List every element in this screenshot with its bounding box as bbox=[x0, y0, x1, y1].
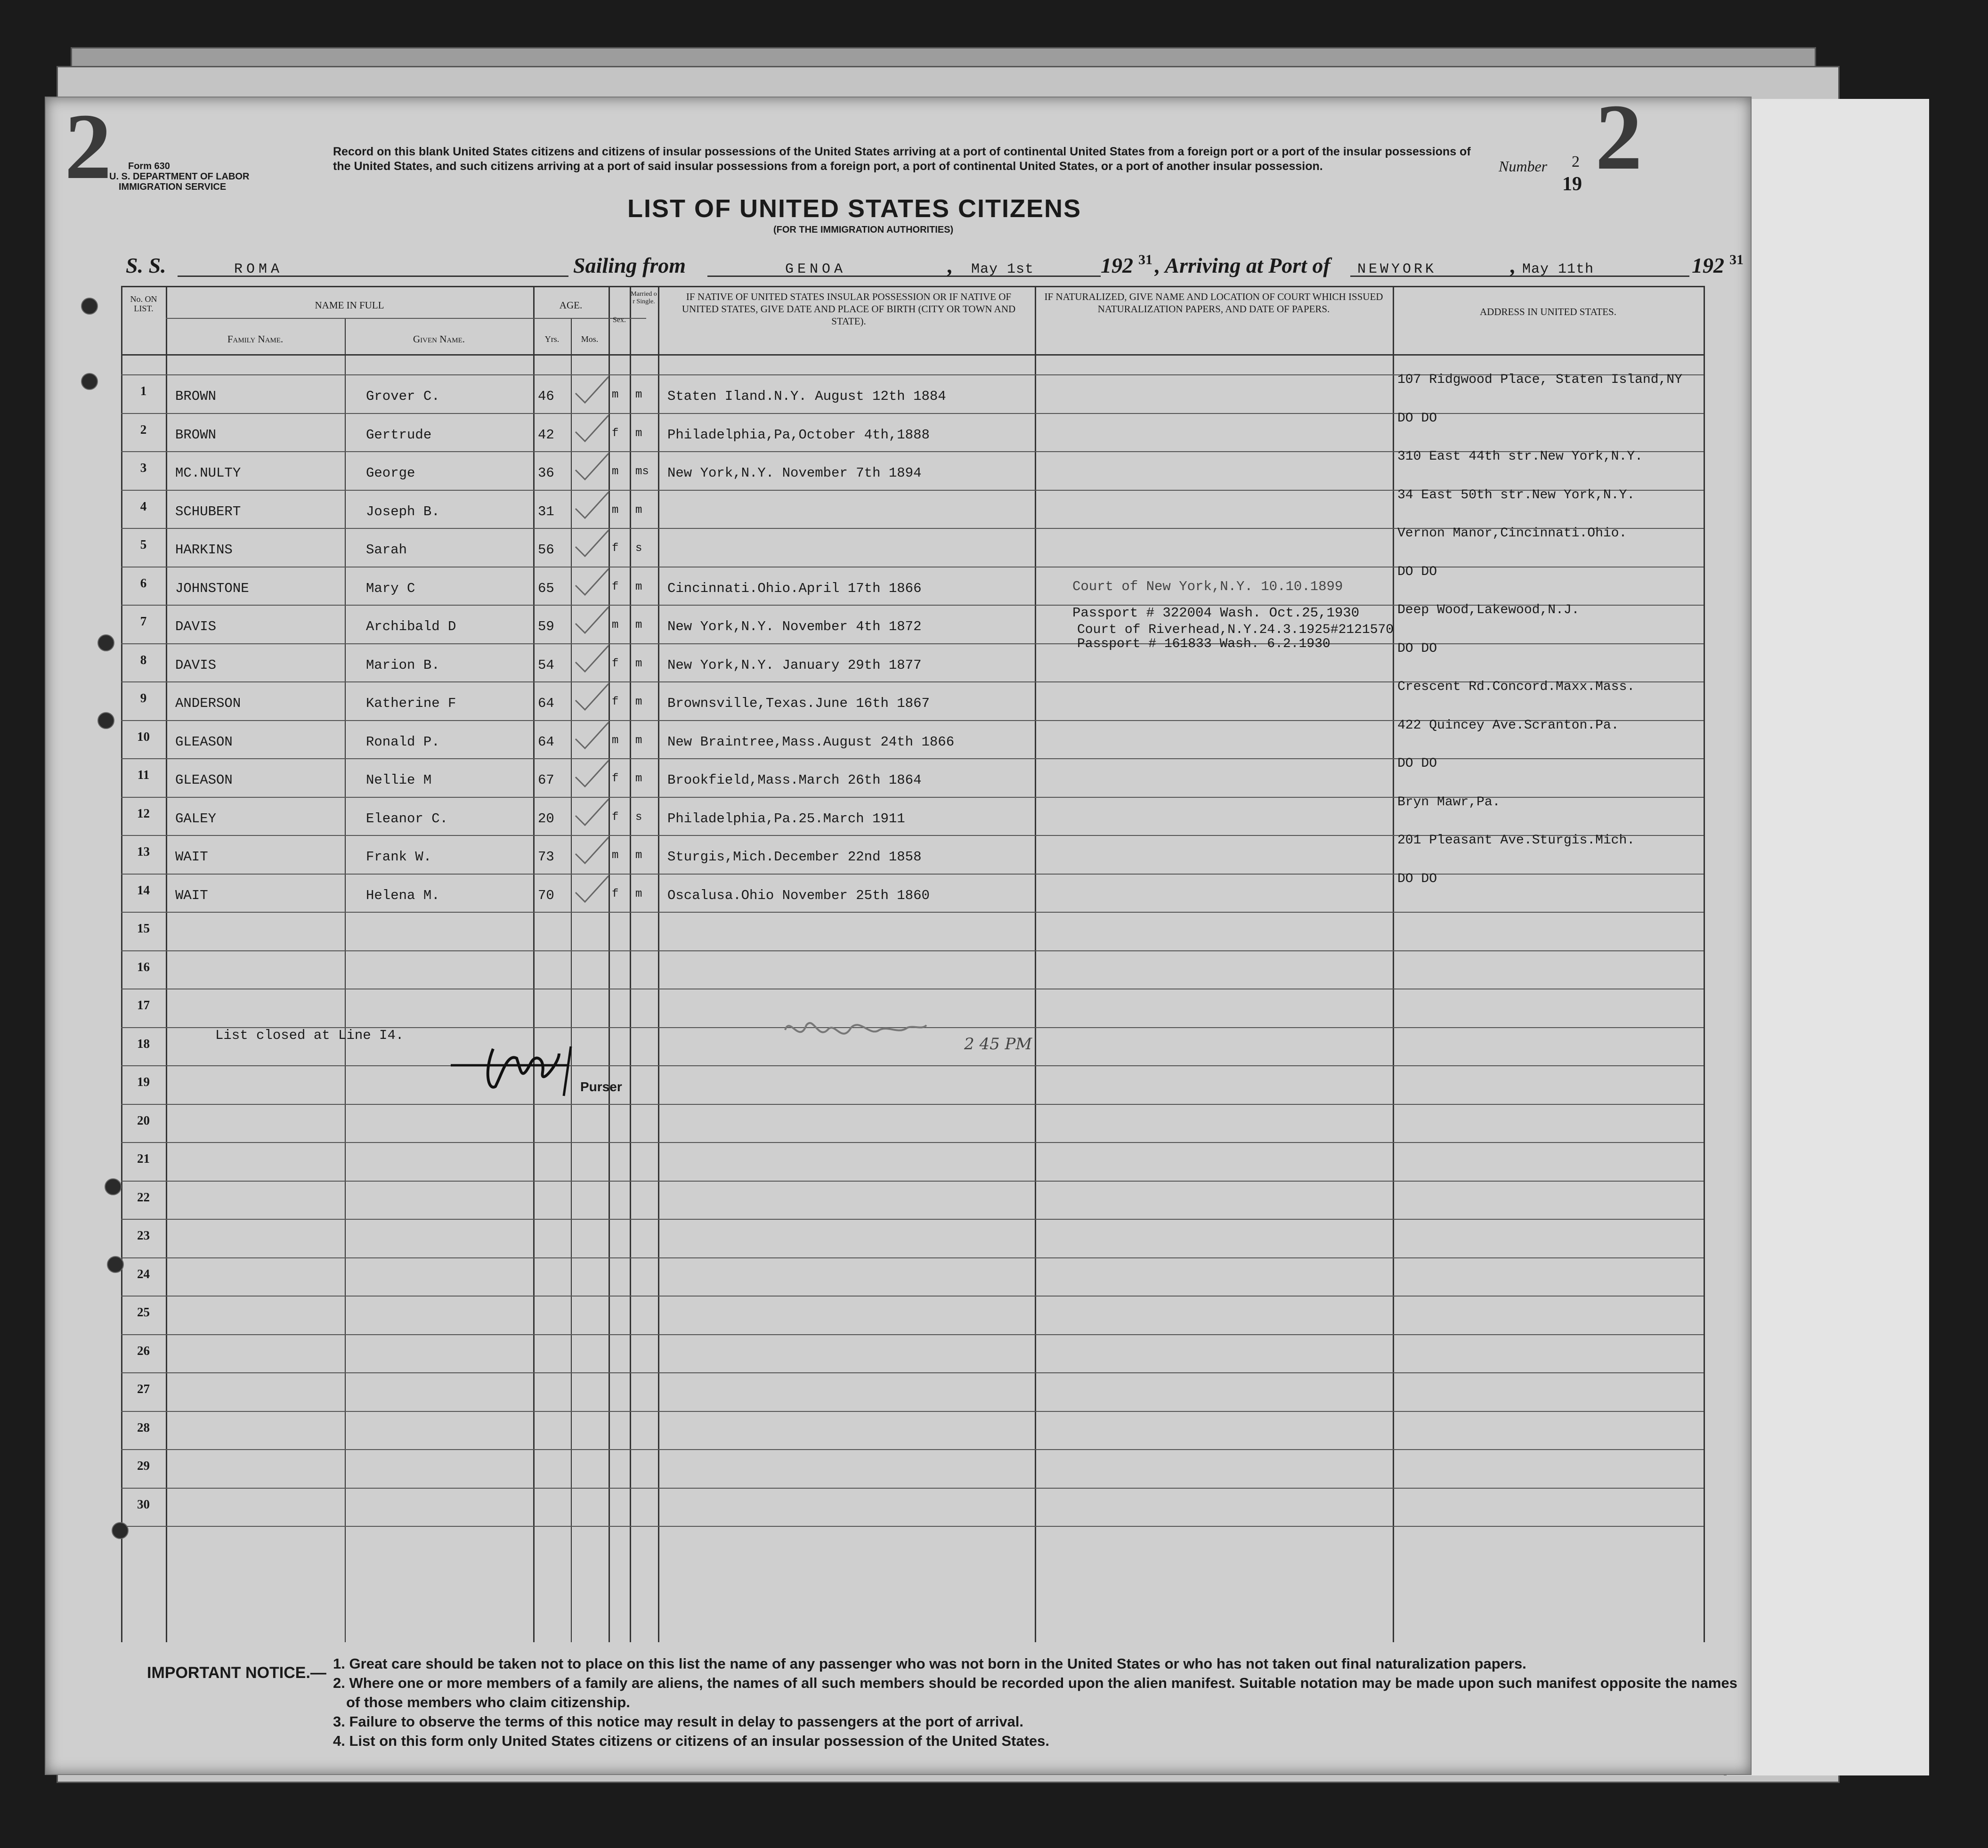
row-rule bbox=[121, 1181, 1704, 1182]
row-rule bbox=[121, 643, 1704, 644]
check-mark-icon bbox=[573, 643, 611, 676]
department-name: U. S. DEPARTMENT OF LABOR bbox=[109, 171, 250, 182]
row-rule bbox=[121, 413, 1704, 414]
header-family-name: Family Name. bbox=[227, 333, 284, 345]
header-yrs: Yrs. bbox=[544, 334, 560, 344]
check-mark-icon bbox=[573, 874, 611, 907]
age-years: 54 bbox=[538, 657, 554, 673]
row-number: 6 bbox=[140, 575, 147, 590]
row-rule bbox=[121, 874, 1704, 875]
row-rule bbox=[121, 1219, 1704, 1220]
marital-status: m bbox=[635, 887, 642, 900]
age-years: 56 bbox=[538, 542, 554, 558]
row-rule bbox=[121, 758, 1704, 759]
marital-status: m bbox=[635, 772, 642, 785]
birthplace: New York,N.Y. November 7th 1894 bbox=[667, 465, 922, 481]
given-name: Gertrude bbox=[366, 427, 432, 443]
form-number: Form 630 bbox=[128, 161, 170, 171]
sex: m bbox=[612, 503, 619, 517]
arriving-label: , Arriving at Port of bbox=[1155, 253, 1331, 277]
header-given-name: Given Name. bbox=[413, 333, 465, 345]
year-label-2: 192 bbox=[1692, 253, 1724, 277]
family-name: DAVIS bbox=[175, 619, 217, 634]
check-mark-icon bbox=[573, 797, 611, 830]
sex: f bbox=[612, 657, 619, 670]
row-number: 19 bbox=[137, 1075, 150, 1089]
header-mos: Mos. bbox=[581, 334, 599, 344]
col-line bbox=[571, 318, 572, 1642]
row-number: 12 bbox=[137, 806, 150, 820]
row-number: 23 bbox=[137, 1228, 150, 1242]
col-line bbox=[1704, 286, 1705, 1642]
number-value: 2 bbox=[1572, 153, 1580, 170]
check-mark-icon bbox=[573, 681, 611, 714]
birthplace: Oscalusa.Ohio November 25th 1860 bbox=[667, 887, 930, 903]
birthplace: New Braintree,Mass.August 24th 1866 bbox=[667, 734, 955, 750]
given-name: Ronald P. bbox=[366, 734, 440, 750]
given-name: Mary C bbox=[366, 580, 415, 596]
family-name: MC.NULTY bbox=[175, 465, 241, 481]
check-mark-icon bbox=[573, 413, 611, 446]
check-mark-icon bbox=[573, 720, 611, 753]
row-rule bbox=[121, 1142, 1704, 1143]
table-header-border bbox=[121, 354, 1704, 356]
address: Deep Wood,Lakewood,N.J. bbox=[1397, 603, 1580, 617]
address: 422 Quincey Ave.Scranton.Pa. bbox=[1397, 718, 1619, 733]
age-years: 73 bbox=[538, 849, 554, 865]
address: 201 Pleasant Ave.Sturgis.Mich. bbox=[1397, 833, 1635, 848]
punch-hole bbox=[81, 373, 98, 390]
check-mark-icon bbox=[573, 567, 611, 600]
header-age: AGE. bbox=[559, 300, 583, 311]
big-sheet-number-right: 2 bbox=[1595, 85, 1642, 189]
notice-item: 3. Failure to observe the terms of this notice may result in delay to passengers at the port of arrival. bbox=[333, 1713, 1024, 1730]
marital-status: m bbox=[635, 849, 642, 862]
row-rule bbox=[121, 1411, 1704, 1412]
address: DO DO bbox=[1397, 641, 1437, 656]
sailing-port: GENOA bbox=[785, 261, 847, 277]
row-rule bbox=[121, 1104, 1704, 1105]
row-number: 10 bbox=[137, 729, 150, 744]
age-years: 59 bbox=[538, 619, 554, 634]
row-number: 27 bbox=[137, 1382, 150, 1396]
family-name: BROWN bbox=[175, 389, 217, 404]
address: Bryn Mawr,Pa. bbox=[1397, 794, 1501, 810]
age-years: 46 bbox=[538, 389, 554, 404]
table-top-border bbox=[121, 286, 1704, 287]
row-number: 1 bbox=[140, 384, 147, 398]
header-sex: Sex. bbox=[613, 316, 626, 324]
row-number: 16 bbox=[137, 959, 150, 974]
row-number: 18 bbox=[137, 1036, 150, 1051]
row-number: 3 bbox=[140, 461, 147, 475]
birthplace: Brookfield,Mass.March 26th 1864 bbox=[667, 772, 922, 788]
check-mark-icon bbox=[573, 835, 611, 868]
address: DO DO bbox=[1397, 411, 1437, 426]
row-rule bbox=[121, 1334, 1704, 1335]
address: DO DO bbox=[1397, 756, 1437, 771]
birthplace: Philadelphia,Pa,October 4th,1888 bbox=[667, 427, 930, 443]
address: 310 East 44th str.New York,N.Y. bbox=[1397, 449, 1643, 464]
age-years: 65 bbox=[538, 580, 554, 596]
age-years: 67 bbox=[538, 772, 554, 788]
header-naturalized: IF NATURALIZED, GIVE NAME AND LOCATION OF COURT WHICH ISSUED NATURALIZATION PAPERS, AND DATE OF PAPERS. bbox=[1044, 291, 1383, 315]
family-name: GLEASON bbox=[175, 772, 233, 788]
header-no: No. ON LIST. bbox=[130, 294, 157, 313]
row-rule bbox=[121, 1257, 1704, 1258]
given-name: Frank W. bbox=[366, 849, 432, 865]
adjacent-sheet-edge bbox=[1724, 99, 1929, 1775]
family-name: GALEY bbox=[175, 811, 217, 827]
check-mark-icon bbox=[573, 528, 611, 561]
marital-status: m bbox=[635, 619, 642, 632]
sex: f bbox=[612, 580, 619, 593]
sex: f bbox=[612, 427, 619, 440]
sex: m bbox=[612, 465, 619, 478]
header-address: ADDRESS IN UNITED STATES. bbox=[1480, 306, 1616, 317]
notice-items bbox=[333, 1654, 1746, 1751]
check-mark-icon bbox=[573, 374, 611, 407]
marital-status: s bbox=[635, 811, 642, 824]
sailing-date: May 1st bbox=[971, 261, 1034, 277]
row-rule bbox=[121, 1526, 1704, 1527]
family-name: ANDERSON bbox=[175, 696, 241, 711]
row-number: 17 bbox=[137, 998, 150, 1012]
check-mark-icon bbox=[573, 490, 611, 523]
row-rule bbox=[121, 1372, 1704, 1373]
punch-hole bbox=[97, 712, 114, 729]
row-number: 20 bbox=[137, 1113, 150, 1127]
manifest-sheet bbox=[45, 85, 1752, 1775]
row-number: 14 bbox=[137, 883, 150, 897]
row-number: 25 bbox=[137, 1305, 150, 1319]
marital-status: m bbox=[635, 657, 642, 670]
date-underline bbox=[959, 276, 1101, 277]
given-name: Marion B. bbox=[366, 657, 440, 673]
row-number: 5 bbox=[140, 537, 147, 551]
marital-status: m bbox=[635, 427, 642, 440]
row-number: 21 bbox=[137, 1151, 150, 1166]
given-name: Helena M. bbox=[366, 887, 440, 903]
age-years: 42 bbox=[538, 427, 554, 443]
age-years: 20 bbox=[538, 811, 554, 827]
row-number: 30 bbox=[137, 1497, 150, 1511]
address: Crescent Rd.Concord.Maxx.Mass. bbox=[1397, 680, 1635, 694]
punch-hole bbox=[105, 1178, 122, 1195]
row-number: 29 bbox=[137, 1459, 150, 1473]
ship-name: ROMA bbox=[234, 261, 284, 277]
header-married-single: Married or Single. bbox=[631, 291, 657, 305]
big-sheet-number-left: 2 bbox=[65, 95, 112, 199]
given-name: Joseph B. bbox=[366, 503, 440, 519]
number-19: 19 bbox=[1562, 173, 1582, 195]
ss-label: S. S. bbox=[126, 253, 166, 277]
birthplace: Staten Iland.N.Y. August 12th 1884 bbox=[667, 389, 946, 404]
row-rule bbox=[121, 1065, 1704, 1066]
row-rule bbox=[121, 1296, 1704, 1297]
given-name: Sarah bbox=[366, 542, 407, 558]
sex: f bbox=[612, 772, 619, 785]
age-years: 36 bbox=[538, 465, 554, 481]
marital-status: s bbox=[635, 542, 642, 555]
nat-note-4: Passport # 161833 Wash. 6.2.1930 bbox=[1077, 637, 1331, 651]
birthplace: Philadelphia,Pa.25.March 1911 bbox=[667, 811, 905, 827]
age-years: 70 bbox=[538, 887, 554, 903]
comma-2: , bbox=[1510, 253, 1516, 277]
purser-signature bbox=[451, 1044, 583, 1101]
service-name: IMMIGRATION SERVICE bbox=[119, 182, 227, 192]
address: Vernon Manor,Cincinnati.Ohio. bbox=[1397, 526, 1627, 541]
row-number: 4 bbox=[140, 499, 147, 513]
header-name-in-full: NAME IN FULL bbox=[315, 300, 384, 311]
family-name: DAVIS bbox=[175, 657, 217, 673]
nat-note-1: Court of New York,N.Y. 10.10.1899 bbox=[1072, 579, 1343, 594]
row-rule bbox=[121, 950, 1704, 951]
given-name: George bbox=[366, 465, 415, 481]
arrival-date: May 11th bbox=[1522, 261, 1594, 277]
comma: , bbox=[948, 253, 953, 277]
row-number: 9 bbox=[140, 691, 147, 705]
row-number: 26 bbox=[137, 1343, 150, 1358]
family-name: BROWN bbox=[175, 427, 217, 443]
sex: f bbox=[612, 811, 619, 824]
birthplace: Brownsville,Texas.June 16th 1867 bbox=[667, 696, 930, 711]
birthplace: Cincinnati.Ohio.April 17th 1866 bbox=[667, 580, 922, 596]
header-birth: IF NATIVE OF UNITED STATES INSULAR POSSESSION OR IF NATIVE OF UNITED STATES, GIVE DATE AND PLACE OF BIRTH (CITY OR TOWN AND STATE). bbox=[682, 291, 1016, 327]
sex: f bbox=[612, 696, 619, 708]
family-name: WAIT bbox=[175, 849, 208, 865]
address: DO DO bbox=[1397, 871, 1437, 886]
row-rule bbox=[121, 912, 1704, 913]
nat-note-3: Court of Riverhead,N.Y.24.3.1925#2121570 bbox=[1077, 623, 1394, 637]
family-name: GLEASON bbox=[175, 734, 233, 750]
age-years: 64 bbox=[538, 734, 554, 750]
subheader-line bbox=[533, 318, 609, 319]
row-number: 22 bbox=[137, 1190, 150, 1204]
punch-hole bbox=[97, 634, 114, 651]
sailing-label: Sailing from bbox=[573, 253, 686, 277]
address: DO DO bbox=[1397, 564, 1437, 579]
address: 34 East 50th str.New York,N.Y. bbox=[1397, 487, 1635, 503]
notice-item: 2. Where one or more members of a family are aliens, the names of all such members should be recorded upon the alien manifest. Suitable notation may be made upon such manifest opposite the names of those members who claim citizenship. bbox=[333, 1675, 1737, 1710]
row-number: 7 bbox=[140, 614, 147, 628]
punch-hole bbox=[81, 298, 98, 315]
notice-item: 1. Great care should be taken not to place on this list the name of any passenger who was not born in the United States or who has not taken out final naturalization papers. bbox=[333, 1655, 1526, 1672]
punch-hole bbox=[107, 1256, 124, 1273]
inspector-signature bbox=[780, 1011, 931, 1054]
age-years: 31 bbox=[538, 503, 554, 519]
notice-item: 4. List on this form only United States citizens or citizens of an insular possession of the United States. bbox=[333, 1733, 1049, 1749]
marital-status: m bbox=[635, 696, 642, 708]
list-closed-note: List closed at Line I4. bbox=[215, 1028, 404, 1043]
arrival-time: 2 45 PM bbox=[964, 1035, 1032, 1054]
number-label: Number bbox=[1499, 158, 1548, 175]
row-rule bbox=[121, 1449, 1704, 1450]
form-header bbox=[109, 161, 249, 192]
row-rule bbox=[121, 1488, 1704, 1489]
family-name: SCHUBERT bbox=[175, 503, 241, 519]
sex: f bbox=[612, 542, 619, 555]
check-mark-icon bbox=[573, 451, 611, 484]
purser-label: Purser bbox=[580, 1079, 622, 1094]
sex: f bbox=[612, 887, 619, 900]
family-name: HARKINS bbox=[175, 542, 233, 558]
given-name: Katherine F bbox=[366, 696, 456, 711]
arrival-port: NEWYORK bbox=[1357, 261, 1437, 277]
sex: m bbox=[612, 389, 619, 401]
sex: m bbox=[612, 849, 619, 862]
marital-status: ms bbox=[635, 465, 649, 478]
family-name: WAIT bbox=[175, 887, 208, 903]
nat-note-2: Passport # 322004 Wash. Oct.25,1930 bbox=[1072, 605, 1360, 621]
notice-label: IMPORTANT NOTICE.— bbox=[147, 1664, 326, 1682]
manifest-table bbox=[55, 286, 1704, 1652]
year-label-1: 192 bbox=[1101, 253, 1133, 277]
col-line bbox=[345, 318, 346, 1642]
page-subtitle: (FOR THE IMMIGRATION AUTHORITIES) bbox=[773, 225, 954, 235]
given-name: Nellie M bbox=[366, 772, 432, 788]
age-years: 64 bbox=[538, 696, 554, 711]
birthplace: Sturgis,Mich.December 22nd 1858 bbox=[667, 849, 922, 865]
row-number: 28 bbox=[137, 1420, 150, 1435]
check-mark-icon bbox=[573, 758, 611, 791]
check-mark-icon bbox=[573, 605, 611, 638]
row-number: 15 bbox=[137, 921, 150, 935]
family-name: JOHNSTONE bbox=[175, 580, 249, 596]
page-title: LIST OF UNITED STATES CITIZENS bbox=[627, 195, 1081, 223]
record-instructions: Record on this blank United States citizens and citizens of insular possessions of the United States arriving at a port of continental United States from a foreign port or a port of the insular possessions of the United States, and such citizens arriving at a port of said insular possessions from a foreign port, a port of continental United States, or a port of another insular possession. bbox=[333, 145, 1471, 173]
sex: m bbox=[612, 734, 619, 747]
given-name: Archibald D bbox=[366, 619, 456, 634]
marital-status: m bbox=[635, 503, 642, 517]
row-number: 8 bbox=[140, 652, 147, 667]
row-number: 13 bbox=[137, 844, 150, 859]
marital-status: m bbox=[635, 734, 642, 747]
row-number: 2 bbox=[140, 422, 147, 437]
birthplace: New York,N.Y. November 4th 1872 bbox=[667, 619, 922, 634]
year-1: 31 bbox=[1138, 252, 1152, 267]
row-number: 24 bbox=[137, 1266, 150, 1281]
punch-hole bbox=[112, 1522, 129, 1539]
marital-status: m bbox=[635, 580, 642, 593]
year-2: 31 bbox=[1729, 252, 1744, 267]
sex: m bbox=[612, 619, 619, 632]
given-name: Eleanor C. bbox=[366, 811, 448, 827]
marital-status: m bbox=[635, 389, 642, 401]
birthplace: New York,N.Y. January 29th 1877 bbox=[667, 657, 922, 673]
row-number: 11 bbox=[137, 768, 150, 782]
address: 107 Ridgwood Place, Staten Island,NY bbox=[1397, 373, 1682, 387]
given-name: Grover C. bbox=[366, 389, 440, 404]
